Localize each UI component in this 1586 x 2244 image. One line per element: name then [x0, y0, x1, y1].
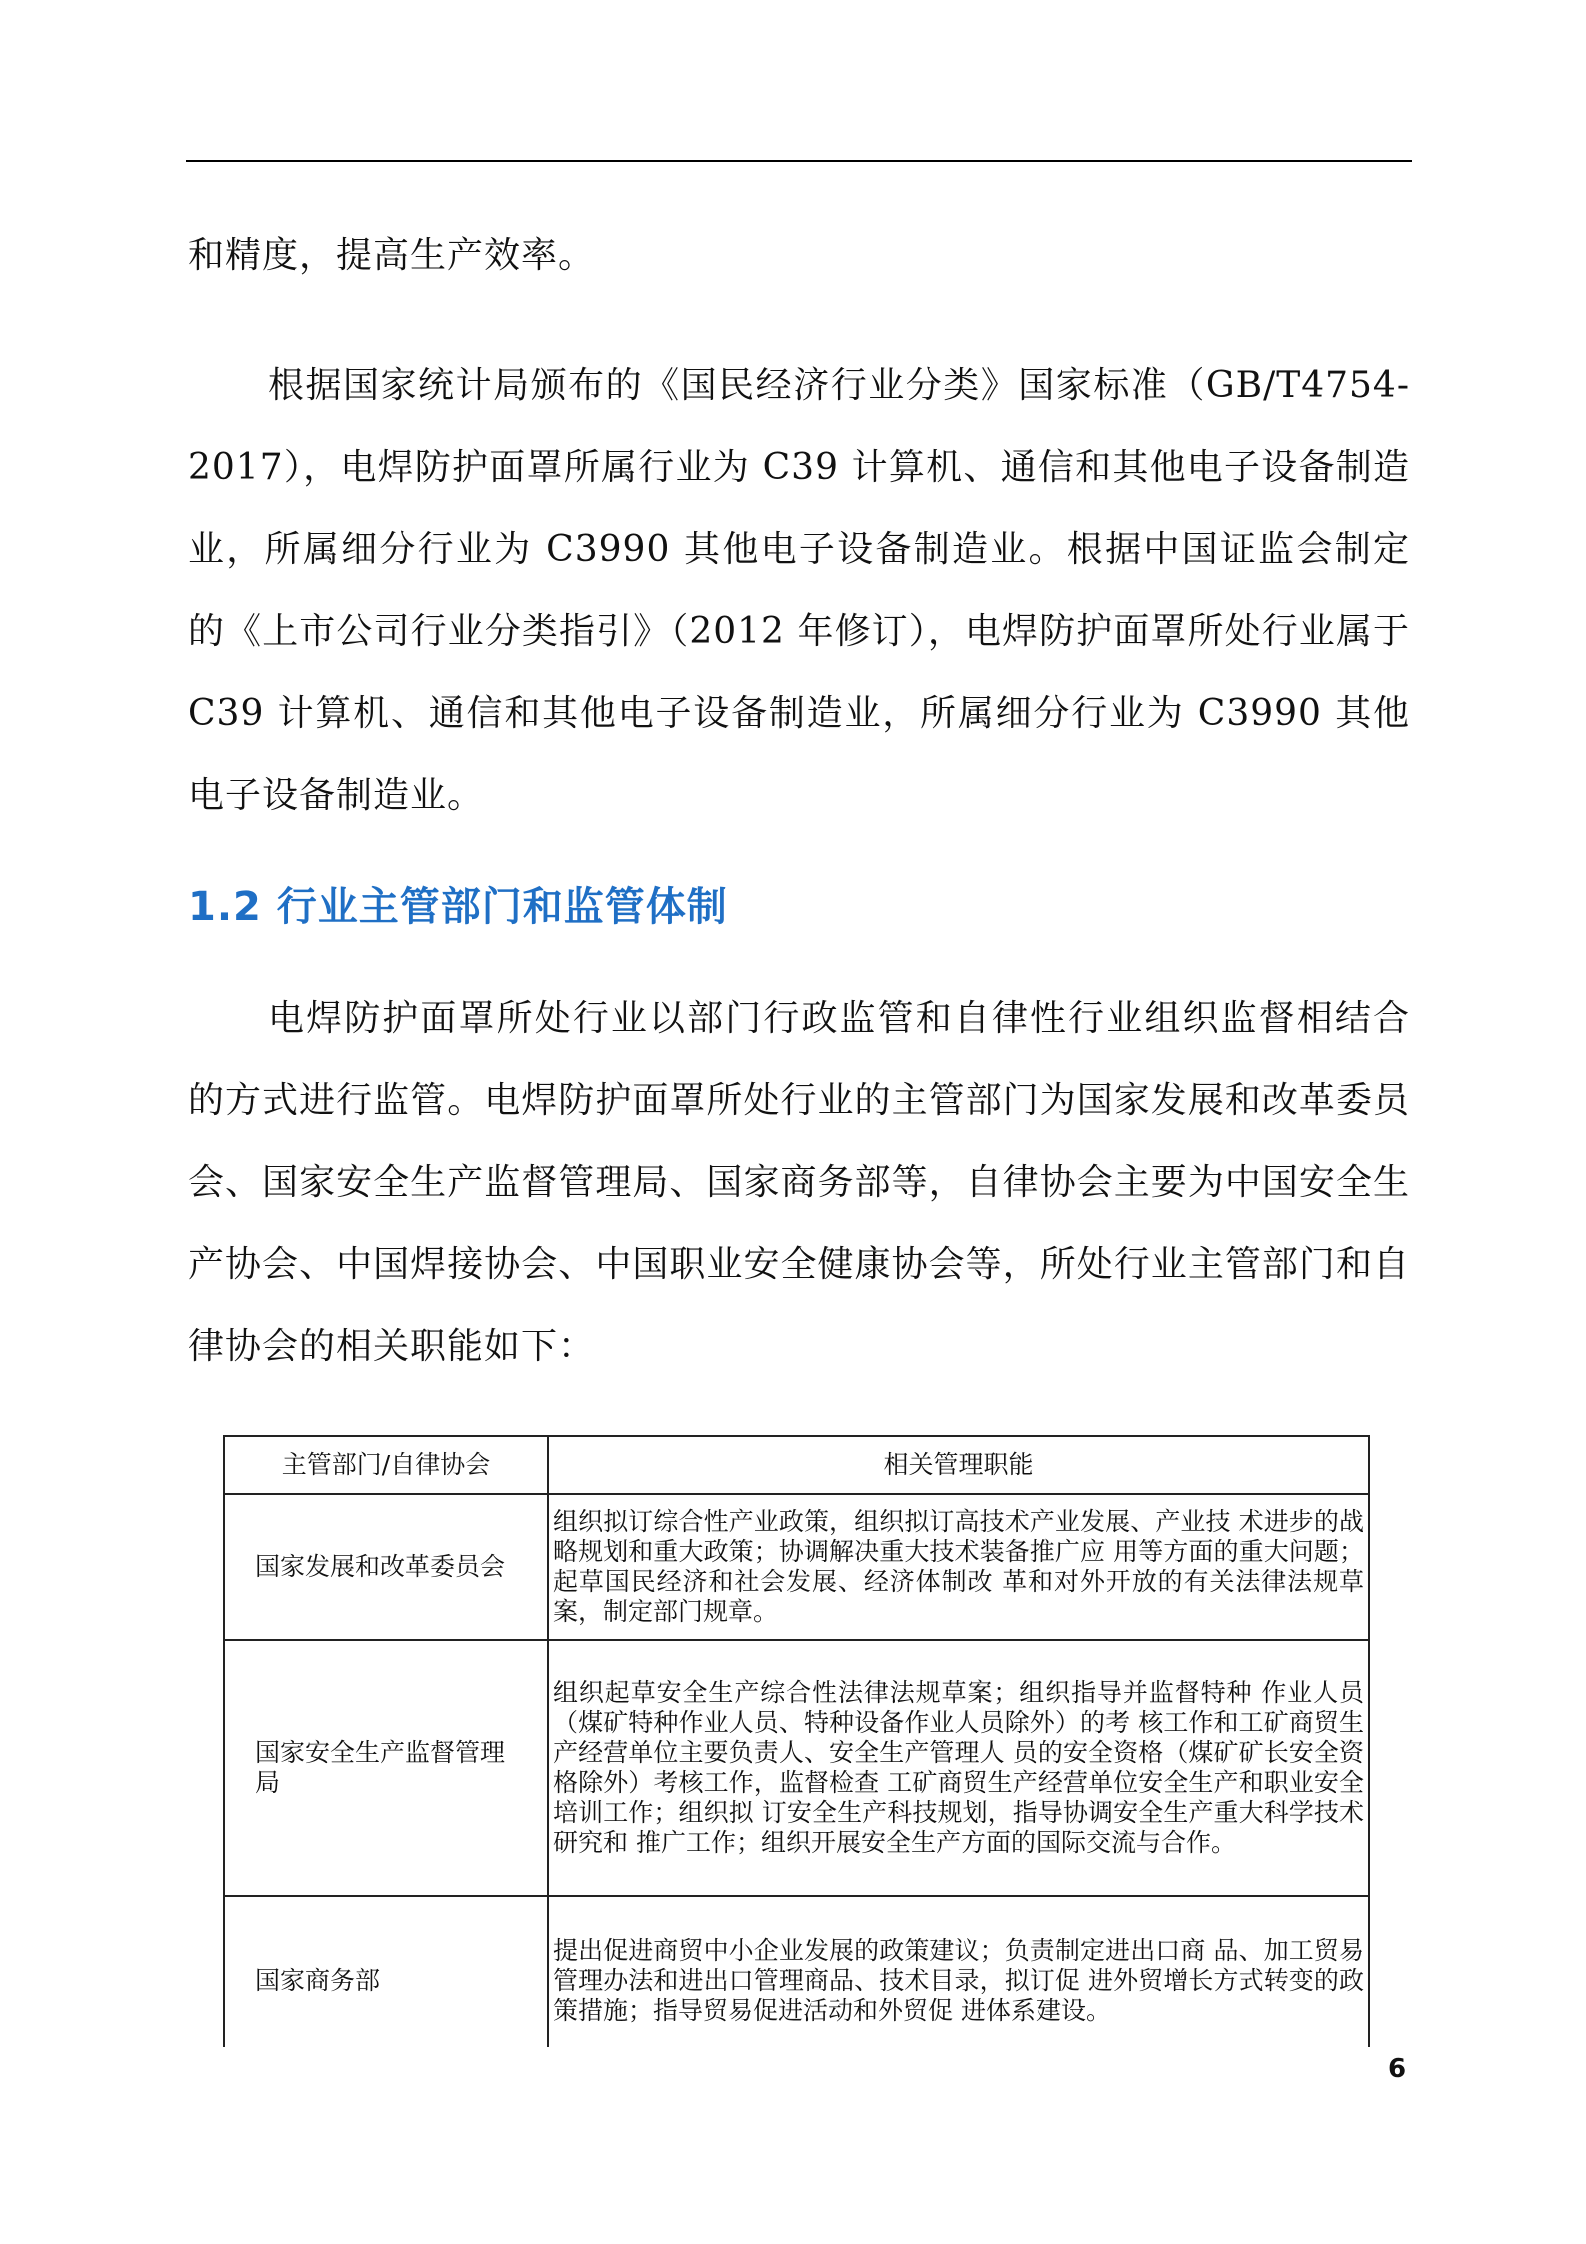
department-cell: 国家发展和改革委员会: [224, 1494, 548, 1640]
header-rule: [186, 160, 1412, 162]
regulator-table: [223, 1435, 1370, 2047]
table-row: [224, 1896, 1369, 2047]
department-cell: 国家安全生产监督管理局: [224, 1640, 548, 1896]
table-header-row: [224, 1436, 1369, 1494]
page-number: 6: [1388, 2054, 1407, 2084]
regulator-table-wrapper: [223, 1435, 1374, 2047]
duties-cell: 提出促进商贸中小企业发展的政策建议；负责制定进出口商 品、加工贸易管理办法和进出口管理商品、技术目录，拟订促 进外贸增长方式转变的政策措施；指导贸易促进活动和外贸促 进体系建设。: [548, 1896, 1369, 2047]
duties-cell: 组织拟订综合性产业政策，组织拟订高技术产业发展、产业技 术进步的战略规划和重大政策；协调解决重大技术装备推广应 用等方面的重大问题；起草国民经济和社会发展、经济体制改 革和对外开放的有关法律法规草案，制定部门规章。: [548, 1494, 1369, 1640]
paragraph-regulatory-system: 电焊防护面罩所处行业以部门行政监管和自律性行业组织监督相结合的方式进行监管。电焊防护面罩所处行业的主管部门为国家发展和改革委员会、国家安全生产监督管理局、国家商务部等，自律协会主要为中国安全生产协会、中国焊接协会、中国职业安全健康协会等，所处行业主管部门和自律协会的相关职能如下：: [188, 998, 1410, 1367]
paragraph-continuation: 和精度，提高生产效率。: [188, 235, 596, 276]
section-heading: 1.2 行业主管部门和监管体制: [188, 884, 728, 930]
table-row: [224, 1494, 1369, 1640]
column-header-department: 主管部门/自律协会: [224, 1436, 548, 1494]
department-cell: 国家商务部: [224, 1896, 548, 2047]
duties-cell: 组织起草安全生产综合性法律法规草案；组织指导并监督特种 作业人员（煤矿特种作业人员、特种设备作业人员除外）的考 核工作和工矿商贸生产经营单位主要负责人、安全生产管理人 员的安全资格（煤矿矿长安全资格除外）考核工作，监督检查 工矿商贸生产经营单位安全生产和职业安全培训工作；组织拟 订安全生产科技规划，指导协调安全生产重大科学技术研究和 推广工作；组织开展安全生产方面的国际交流与合作。: [548, 1640, 1369, 1896]
table-row: [224, 1640, 1369, 1896]
paragraph-industry-classification: 根据国家统计局颁布的《国民经济行业分类》国家标准（GB/T4754-2017），电焊防护面罩所属行业为 C39 计算机、通信和其他电子设备制造业，所属细分行业为 C3990 其他电子设备制造业。根据中国证监会制定的《上市公司行业分类指引》（2012 年修订），电焊防护面罩所处行业属于 C39 计算机、通信和其他电子设备制造业，所属细分行业为 C3990 其他电子设备制造业。: [188, 365, 1410, 816]
column-header-duties: 相关管理职能: [548, 1436, 1369, 1494]
